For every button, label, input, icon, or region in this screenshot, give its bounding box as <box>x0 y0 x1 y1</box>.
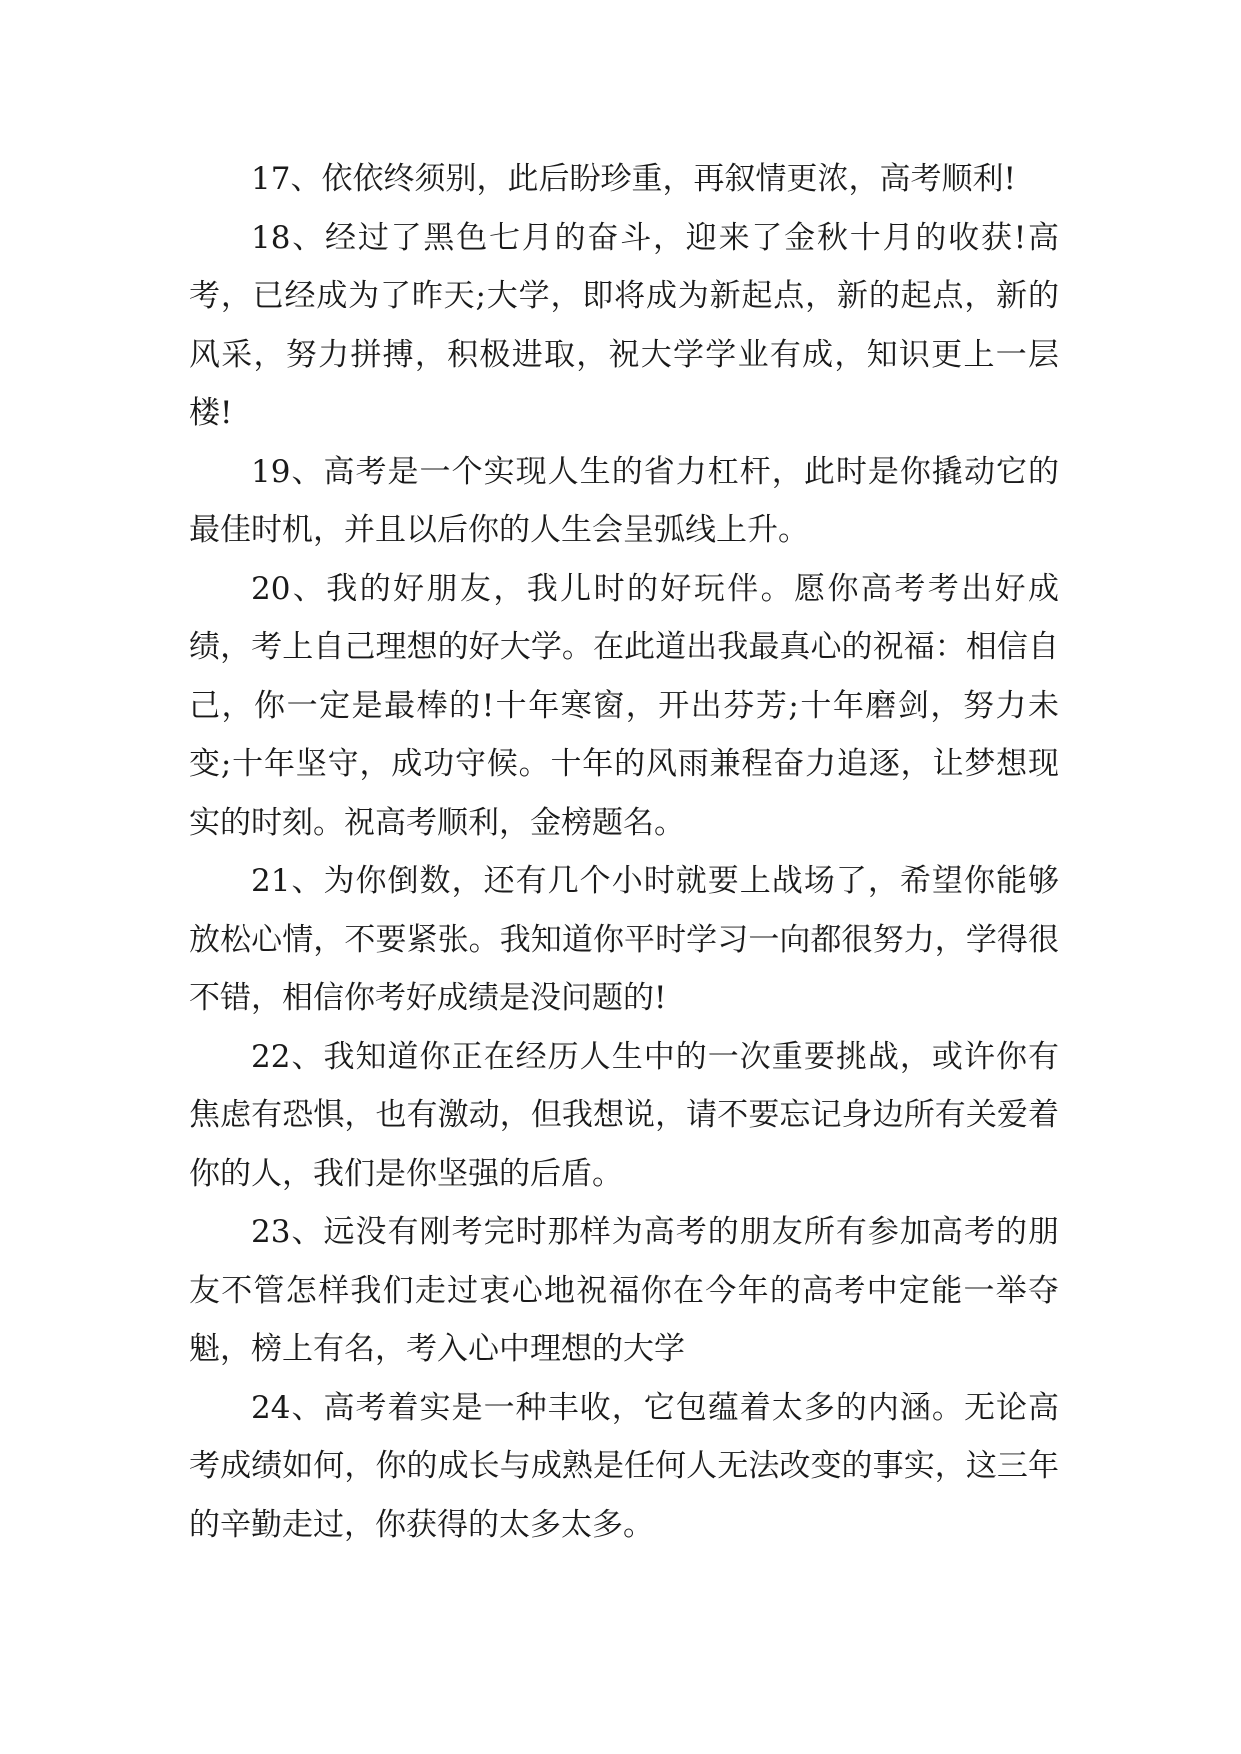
paragraph-23: 23、远没有刚考完时那样为高考的朋友所有参加高考的朋友不管怎样我们走过衷心地祝福你在今年的高考中定能一举夺魁，榜上有名，考入心中理想的大学 <box>189 1214 1059 1367</box>
paragraph-19: 19、高考是一个实现人生的省力杠杆，此时是你撬动它的最佳时机，并且以后你的人生会呈弧线上升。 <box>189 453 1059 548</box>
paragraph-21: 21、为你倒数，还有几个小时就要上战场了，希望你能够放松心情，不要紧张。我知道你平时学习一向都很努力，学得很不错，相信你考好成绩是没问题的! <box>189 863 1059 1016</box>
paragraph-17: 17、依依终须别，此后盼珍重，再叙情更浓，高考顺利! <box>251 161 1016 197</box>
paragraph-24: 24、高考着实是一种丰收，它包蕴着太多的内涵。无论高考成绩如何，你的成长与成熟是任何人无法改变的事实，这三年的辛勤走过，你获得的太多太多。 <box>189 1389 1059 1543</box>
paragraph-20: 20、我的好朋友，我儿时的好玩伴。愿你高考考出好成绩，考上自己理想的好大学。在此道出我最真心的祝福：相信自己，你一定是最棒的!十年寒窗，开出芬芳;十年磨剑，努力未变;十年坚守，成功守候。十年的风雨兼程奋力追逐，让梦想现实的时刻。祝高考顺利，金榜题名。 <box>189 570 1059 841</box>
document-body <box>189 150 1059 1554</box>
paragraph-18: 18、经过了黑色七月的奋斗，迎来了金秋十月的收获!高考，已经成为了昨天;大学，即将成为新起点，新的起点，新的风采，努力拼搏，积极进取，祝大学学业有成，知识更上一层楼! <box>189 219 1059 431</box>
paragraph-22: 22、我知道你正在经历人生中的一次重要挑战，或许你有焦虑有恐惧，也有激动，但我想说，请不要忘记身边所有关爱着你的人，我们是你坚强的后盾。 <box>189 1038 1059 1192</box>
